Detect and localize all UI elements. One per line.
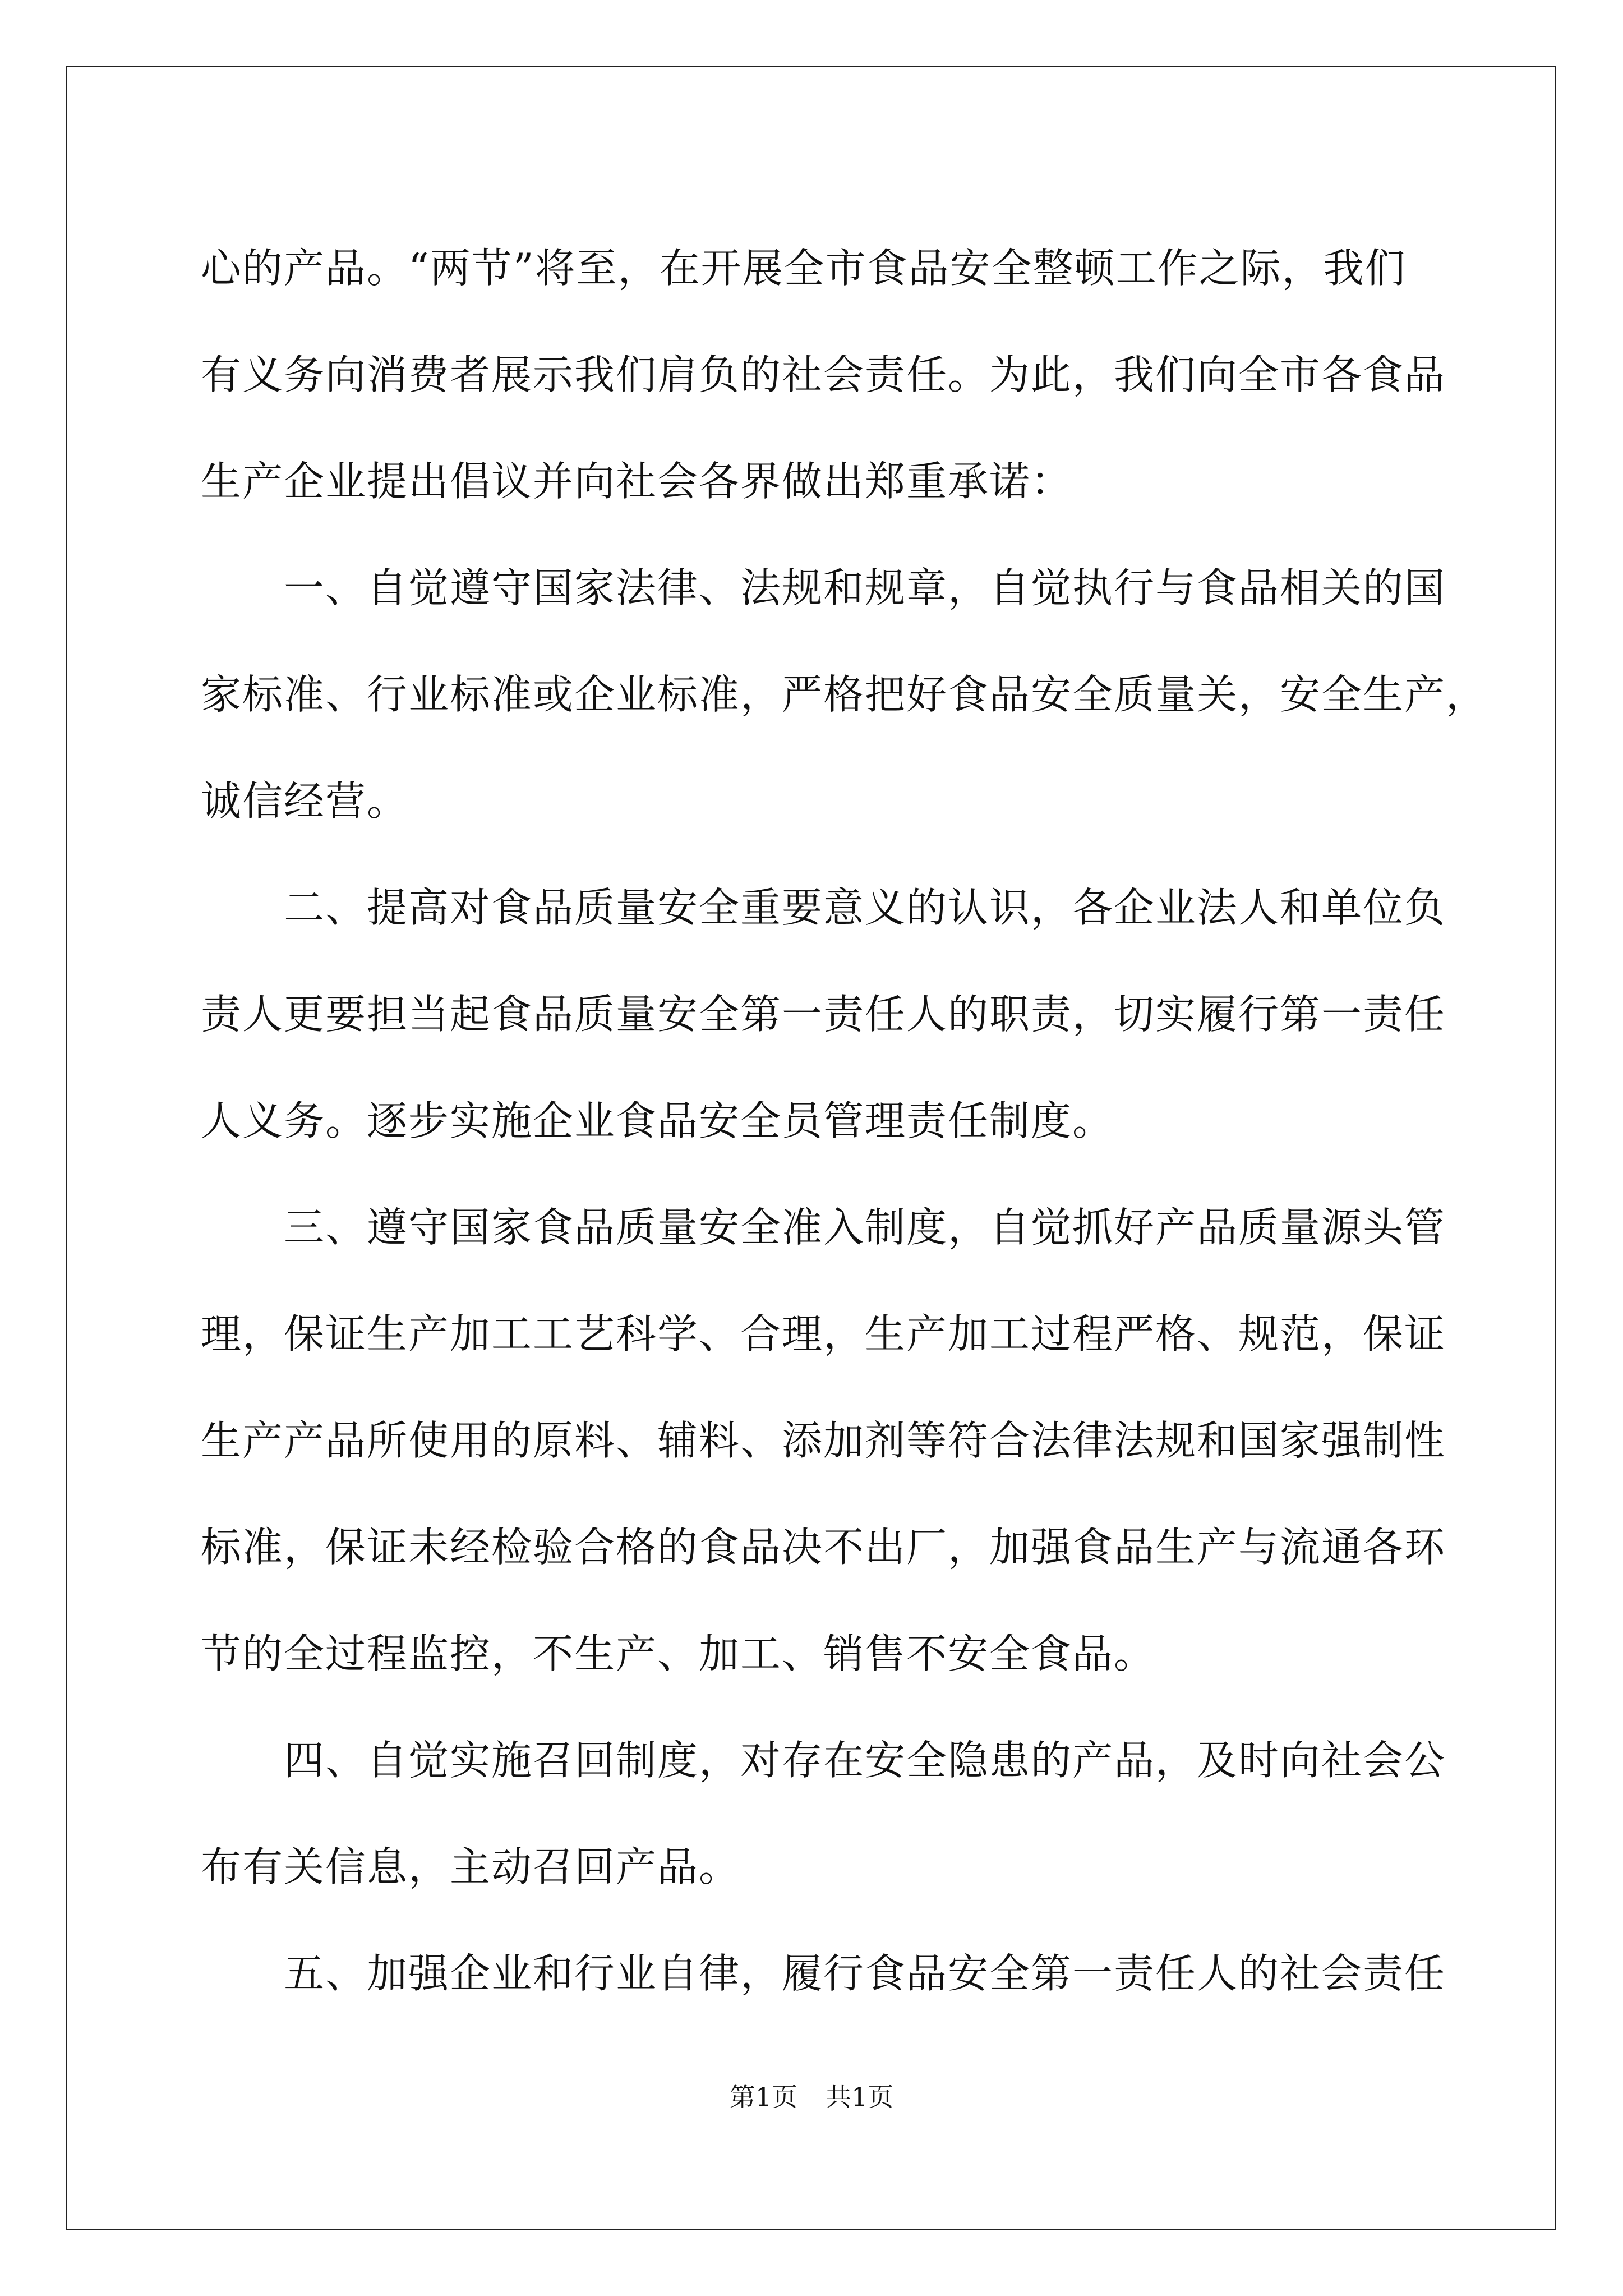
text-line: 诚信经营。 <box>201 777 409 825</box>
text-line: 生产企业提出倡议并向社会各界做出郑重承诺： <box>201 458 1073 505</box>
text-line: 标准，保证未经检验合格的食品决不出厂，加强食品生产与流通各环 <box>201 1524 1446 1571</box>
text-line: 布有关信息，主动召回产品。 <box>201 1843 741 1890</box>
text-line: 生产产品所使用的原料、辅料、添加剂等符合法律法规和国家强制性 <box>201 1417 1446 1464</box>
text-line: 心的产品。“两节”将至，在开展全市食品安全整顿工作之际，我们 <box>201 245 1407 292</box>
document-body <box>201 215 1488 2027</box>
text-line: 有义务向消费者展示我们肩负的社会责任。为此，我们向全市各食品 <box>201 351 1446 398</box>
text-line: 四、自觉实施召回制度，对存在安全隐患的产品，及时向社会公 <box>201 1737 1446 1784</box>
page-number: 第1页 <box>729 2082 797 2112</box>
page-total: 共1页 <box>826 2082 894 2112</box>
text-line: 节的全过程监控，不生产、加工、销售不安全食品。 <box>201 1630 1156 1677</box>
text-line: 五、加强企业和行业自律，履行食品安全第一责任人的社会责任 <box>201 1950 1446 1997</box>
text-line: 家标准、行业标准或企业标准，严格把好食品安全质量关，安全生产， <box>201 671 1488 718</box>
text-line: 理，保证生产加工工艺科学、合理，生产加工过程严格、规范，保证 <box>201 1310 1446 1358</box>
text-line: 一、自觉遵守国家法律、法规和规章，自觉执行与食品相关的国 <box>201 564 1446 611</box>
text-line: 人义务。逐步实施企业食品安全员管理责任制度。 <box>201 1097 1114 1144</box>
text-line: 二、提高对食品质量安全重要意义的认识，各企业法人和单位负 <box>201 884 1446 931</box>
text-line: 责人更要担当起食品质量安全第一责任人的职责，切实履行第一责任 <box>201 991 1446 1038</box>
text-line: 三、遵守国家食品质量安全准入制度，自觉抓好产品质量源头管 <box>201 1204 1446 1251</box>
page-footer <box>0 2080 1623 2114</box>
